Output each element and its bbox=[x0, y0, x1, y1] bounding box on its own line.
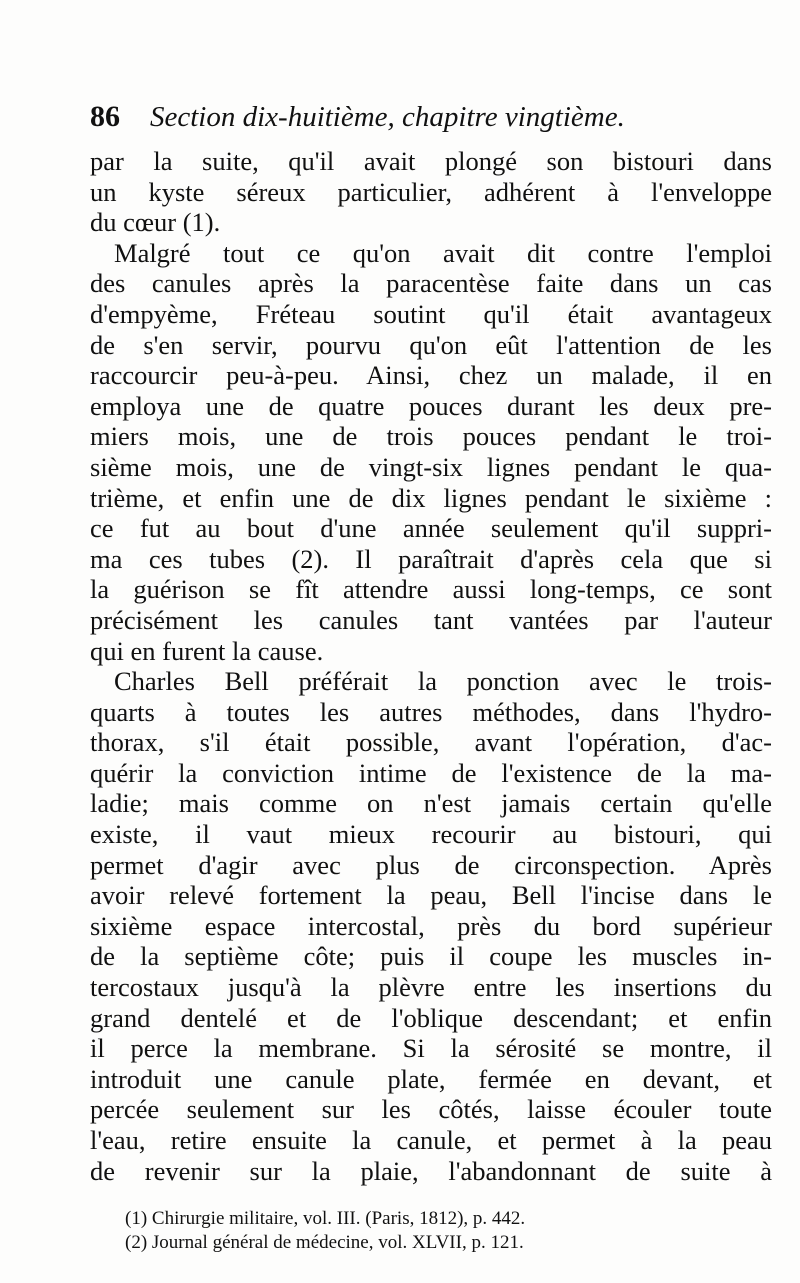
running-head: Section dix-huitième, chapitre vingtième. bbox=[150, 101, 625, 133]
text-line: existe, il vaut mieux recourir au bistouri, qui bbox=[90, 819, 772, 850]
text-line: percée seulement sur les côtés, laisse écouler toute bbox=[90, 1094, 772, 1125]
text-line: permet d'agir avec plus de circonspection. Après bbox=[90, 849, 772, 880]
text-line: employa une de quatre pouces durant les deux pre- bbox=[90, 390, 772, 421]
text-line: par la suite, qu'il avait plongé son bistouri dans bbox=[90, 146, 772, 176]
text-line: quérir la conviction intime de l'existence de la ma- bbox=[90, 757, 772, 788]
text-line: ma ces tubes (2). Il paraîtrait d'après cela que si bbox=[90, 543, 772, 574]
text-line: des canules après la paracentèse faite dans un cas bbox=[90, 268, 772, 299]
text-line: de la septième côte; puis il coupe les muscles in- bbox=[90, 941, 772, 972]
text-line: du cœur (1). bbox=[90, 207, 221, 238]
text-line: de s'en servir, pourvu qu'on eût l'attention de les bbox=[90, 329, 772, 360]
text-line: tercostaux jusqu'à la plèvre entre les insertions du bbox=[90, 972, 772, 1003]
page-number: 86 bbox=[90, 100, 120, 133]
text-line: Malgré tout ce qu'on avait dit contre l'emploi bbox=[114, 237, 772, 268]
body-text bbox=[90, 146, 772, 1186]
footnote: (1) Chirurgie militaire, vol. III. (Paris, 1812), p. 442. bbox=[125, 1208, 526, 1229]
page-header bbox=[90, 100, 770, 144]
text-line: précisément les canules tant vantées par l'auteur bbox=[90, 604, 772, 635]
text-line: qui en furent la cause. bbox=[90, 635, 324, 666]
text-line: trième, et enfin une de dix lignes pendant le sixième : bbox=[90, 482, 772, 513]
text-line: ladie; mais comme on n'est jamais certain qu'elle bbox=[90, 788, 772, 819]
text-line: raccourcir peu-à-peu. Ainsi, chez un malade, il en bbox=[90, 360, 772, 391]
text-line: sième mois, une de vingt-six lignes pendant le qua- bbox=[90, 451, 772, 482]
text-line: sixième espace intercostal, près du bord supérieur bbox=[90, 910, 772, 941]
text-line: quarts à toutes les autres méthodes, dans l'hydro- bbox=[90, 696, 772, 727]
text-line: d'empyème, Fréteau soutint qu'il était avantageux bbox=[90, 298, 772, 329]
text-line: avoir relevé fortement la peau, Bell l'incise dans le bbox=[90, 880, 772, 911]
text-line: l'eau, retire ensuite la canule, et permet à la peau bbox=[90, 1125, 772, 1155]
text-line: thorax, s'il était possible, avant l'opération, d'ac- bbox=[90, 727, 772, 758]
text-line: il perce la membrane. Si la sérosité se montre, il bbox=[90, 1033, 772, 1064]
text-line: miers mois, une de trois pouces pendant le troi- bbox=[90, 421, 772, 452]
text-line: de revenir sur la plaie, l'abandonnant de suite à bbox=[90, 1155, 772, 1186]
text-line: la guérison se fît attendre aussi long-temps, ce sont bbox=[90, 574, 772, 605]
footnote: (2) Journal général de médecine, vol. XLVII, p. 121. bbox=[125, 1232, 524, 1253]
footnotes bbox=[125, 1207, 765, 1255]
text-line: ce fut au bout d'une année seulement qu'il suppri- bbox=[90, 513, 772, 544]
text-line: un kyste séreux particulier, adhérent à l'enveloppe bbox=[90, 176, 772, 207]
text-line: grand dentelé et de l'oblique descendant; et enfin bbox=[90, 1002, 772, 1033]
text-line: Charles Bell préférait la ponction avec le trois- bbox=[114, 666, 772, 697]
text-line: introduit une canule plate, fermée en devant, et bbox=[90, 1063, 772, 1094]
